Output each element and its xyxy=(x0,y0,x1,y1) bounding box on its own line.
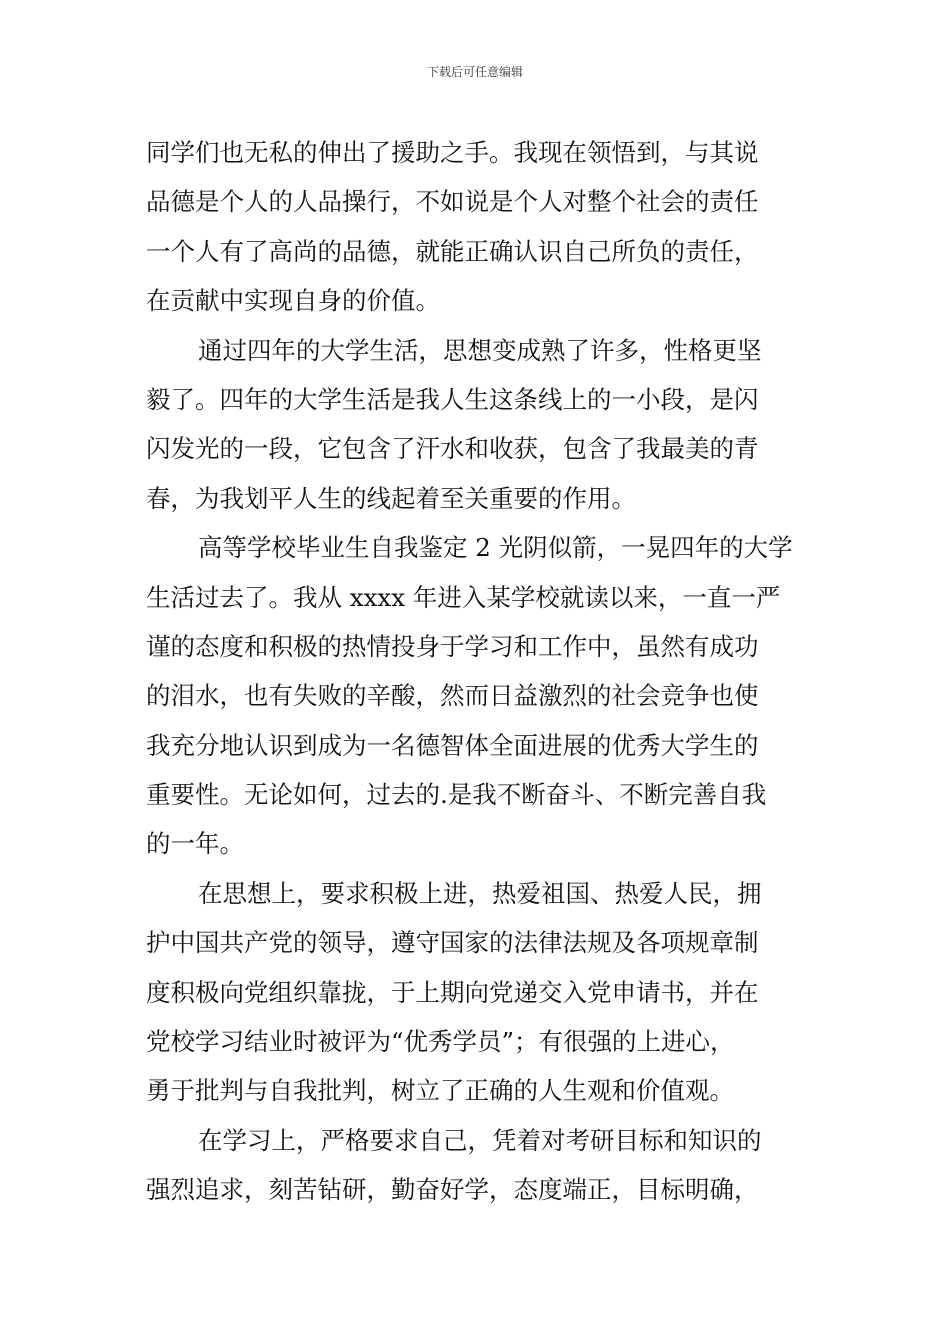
text-line: 我充分地认识到成为一名德智体全面进展的优秀大学生的 xyxy=(146,730,759,760)
text-line: 春，为我划平人生的线起着至关重要的作用。 xyxy=(146,483,636,513)
text-line: 谨的态度和积极的热情投身于学习和工作中，虽然有成功 xyxy=(146,631,759,661)
page-header: 下载后可任意编辑 xyxy=(426,65,523,79)
text-line: 度积极向党组织靠拢，于上期向党递交入党申请书，并在 xyxy=(146,977,759,1007)
text-line: 护中国共产党的领导，遵守国家的法律法规及各项规章制 xyxy=(146,928,759,958)
text-line: 勇于批判与自我批判，树立了正确的人生观和价值观。 xyxy=(146,1076,734,1106)
text-line: 的泪水，也有失败的辛酸，然而日益激烈的社会竞争也使 xyxy=(146,681,759,711)
text-line: 强烈追求，刻苦钻研，勤奋好学，态度端正，目标明确， xyxy=(146,1175,759,1205)
text-line: 生活过去了。我从 xxxx 年进入某学校就读以来，一直一严 xyxy=(146,582,781,612)
text-line: 品德是个人的人品操行，不如说是个人对整个社会的责任 xyxy=(146,187,759,217)
paragraph-first-line: 在学习上，严格要求自己，凭着对考研目标和知识的 xyxy=(198,1125,762,1155)
text-line: 同学们也无私的伸出了援助之手。我现在领悟到，与其说 xyxy=(146,138,759,167)
paragraph-first-line: 在思想上，要求积极上进，热爱祖国、热爱人民，拥 xyxy=(198,878,762,908)
text-line: 闪发光的一段，它包含了汗水和收获，包含了我最美的青 xyxy=(146,434,759,464)
text-line: 毅了。四年的大学生活是我人生这条线上的一小段，是闪 xyxy=(146,384,759,414)
text-line: 一个人有了高尚的品德，就能正确认识自己所负的责任， xyxy=(146,236,759,266)
text-line: 重要性。无论如何，过去的.是我不断奋斗、不断完善自我 xyxy=(146,780,767,810)
text-line: 的一年。 xyxy=(146,829,244,859)
text-line: 党校学习结业时被评为“优秀学员”；有很强的上进心， xyxy=(146,1027,735,1057)
paragraph-first-line: 高等学校毕业生自我鉴定 2 光阴似箭，一晃四年的大学 xyxy=(198,533,793,563)
text-line: 在贡献中实现自身的价值。 xyxy=(146,286,440,316)
paragraph-first-line: 通过四年的大学生活，思想变成熟了许多，性格更坚 xyxy=(198,335,762,365)
document-body xyxy=(146,128,811,1215)
